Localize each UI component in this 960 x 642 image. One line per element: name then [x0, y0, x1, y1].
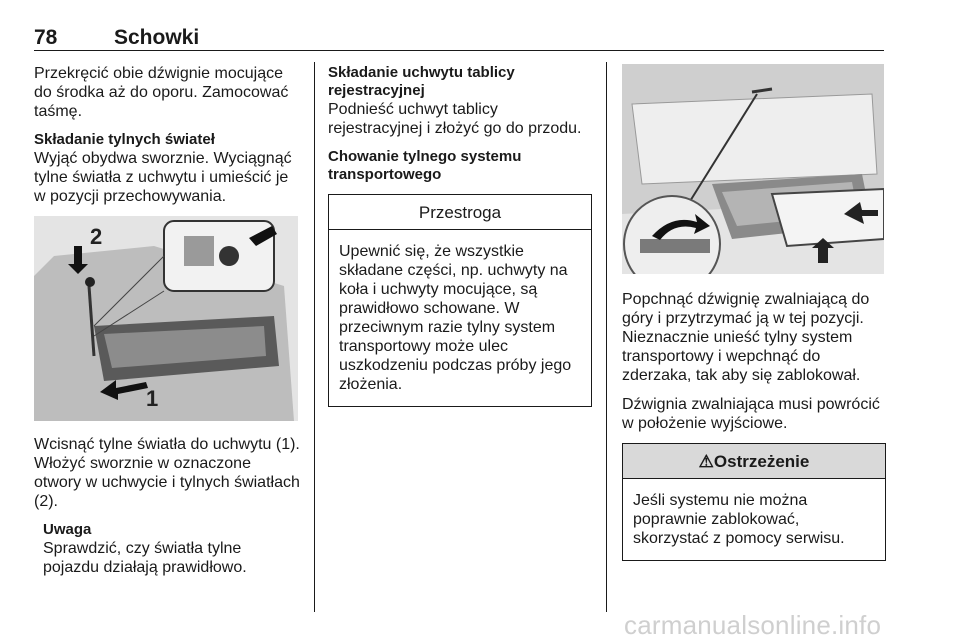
note-block [34, 521, 300, 577]
paragraph-fold-plate: Podnieść uchwyt tablicy rejestracyjnej i złożyć go do przodu. [328, 101, 582, 137]
page-number: 78 [34, 26, 58, 49]
watermark: carmanualsonline.info [624, 610, 882, 640]
caution-text: Upewnić się, że wszystkie składane części, np. uchwyty na koła i uchwyty mocujące, są prawidłowo schowane. W przeciwnym razie tylny system transportowy może ulec uszkodzeniu podczas próby jego złożenia. [339, 243, 572, 393]
rear-lights-drawing [34, 216, 298, 421]
section-heading-stow-carrier: Chowanie tylnego systemu transportowego [328, 148, 522, 183]
paragraph-push-lever: Popchnąć dźwignię zwalniającą do góry i przytrzymać ją w tej pozycji. Nieznacznie unieść tylny system transportowy i wepchnąć do zderzaka, tak aby się zablokował. [622, 291, 870, 384]
warning-triangle-icon: ⚠ [698, 452, 714, 471]
rear-lights-illustration [34, 216, 298, 421]
intro-paragraph: Przekręcić obie dźwignie mocujące do środka aż do oporu. Zamocować taśmę. [34, 65, 289, 120]
chapter-title: Schowki [114, 26, 200, 49]
section-heading-rear-lights: Składanie tylnych świateł [34, 131, 215, 148]
column-divider-2 [606, 62, 607, 612]
figure-label-2: 2 [90, 224, 103, 249]
header-rule [34, 50, 884, 51]
note-text: Sprawdzić, czy światła tylne pojazdu działają prawidłowo. [43, 540, 247, 576]
caution-title: Przestroga [329, 195, 591, 230]
figure-label-1: 1 [146, 386, 159, 411]
paragraph-remove-pins: Wyjąć obydwa sworznie. Wyciągnąć tylne światła z uchwytu i umieścić je w pozycji przechowywania. [34, 150, 292, 205]
warning-box [622, 443, 886, 561]
warning-title: Ostrzeżenie [713, 452, 810, 471]
carrier-drawing [622, 64, 884, 274]
warning-text: Jeśli systemu nie można poprawnie zablokować, skorzystać z pomocy serwisu. [633, 492, 845, 547]
column-1 [34, 64, 300, 577]
column-divider-1 [314, 62, 315, 612]
column-2 [328, 64, 592, 407]
caution-box [328, 194, 592, 407]
paragraph-lever-return: Dźwignia zwalniająca musi powrócić w położenie wyjściowe. [622, 396, 880, 432]
carrier-illustration [622, 64, 884, 274]
paragraph-insert-lights: Wcisnąć tylne światła do uchwytu (1). Włożyć sworznie w oznaczone otwory w uchwycie i tylnych światłach (2). [34, 436, 300, 510]
note-title: Uwaga [43, 521, 92, 538]
column-3 [622, 64, 886, 561]
section-heading-plate-holder: Składanie uchwytu tablicy rejestracyjnej [328, 64, 515, 99]
warning-header [623, 444, 885, 479]
